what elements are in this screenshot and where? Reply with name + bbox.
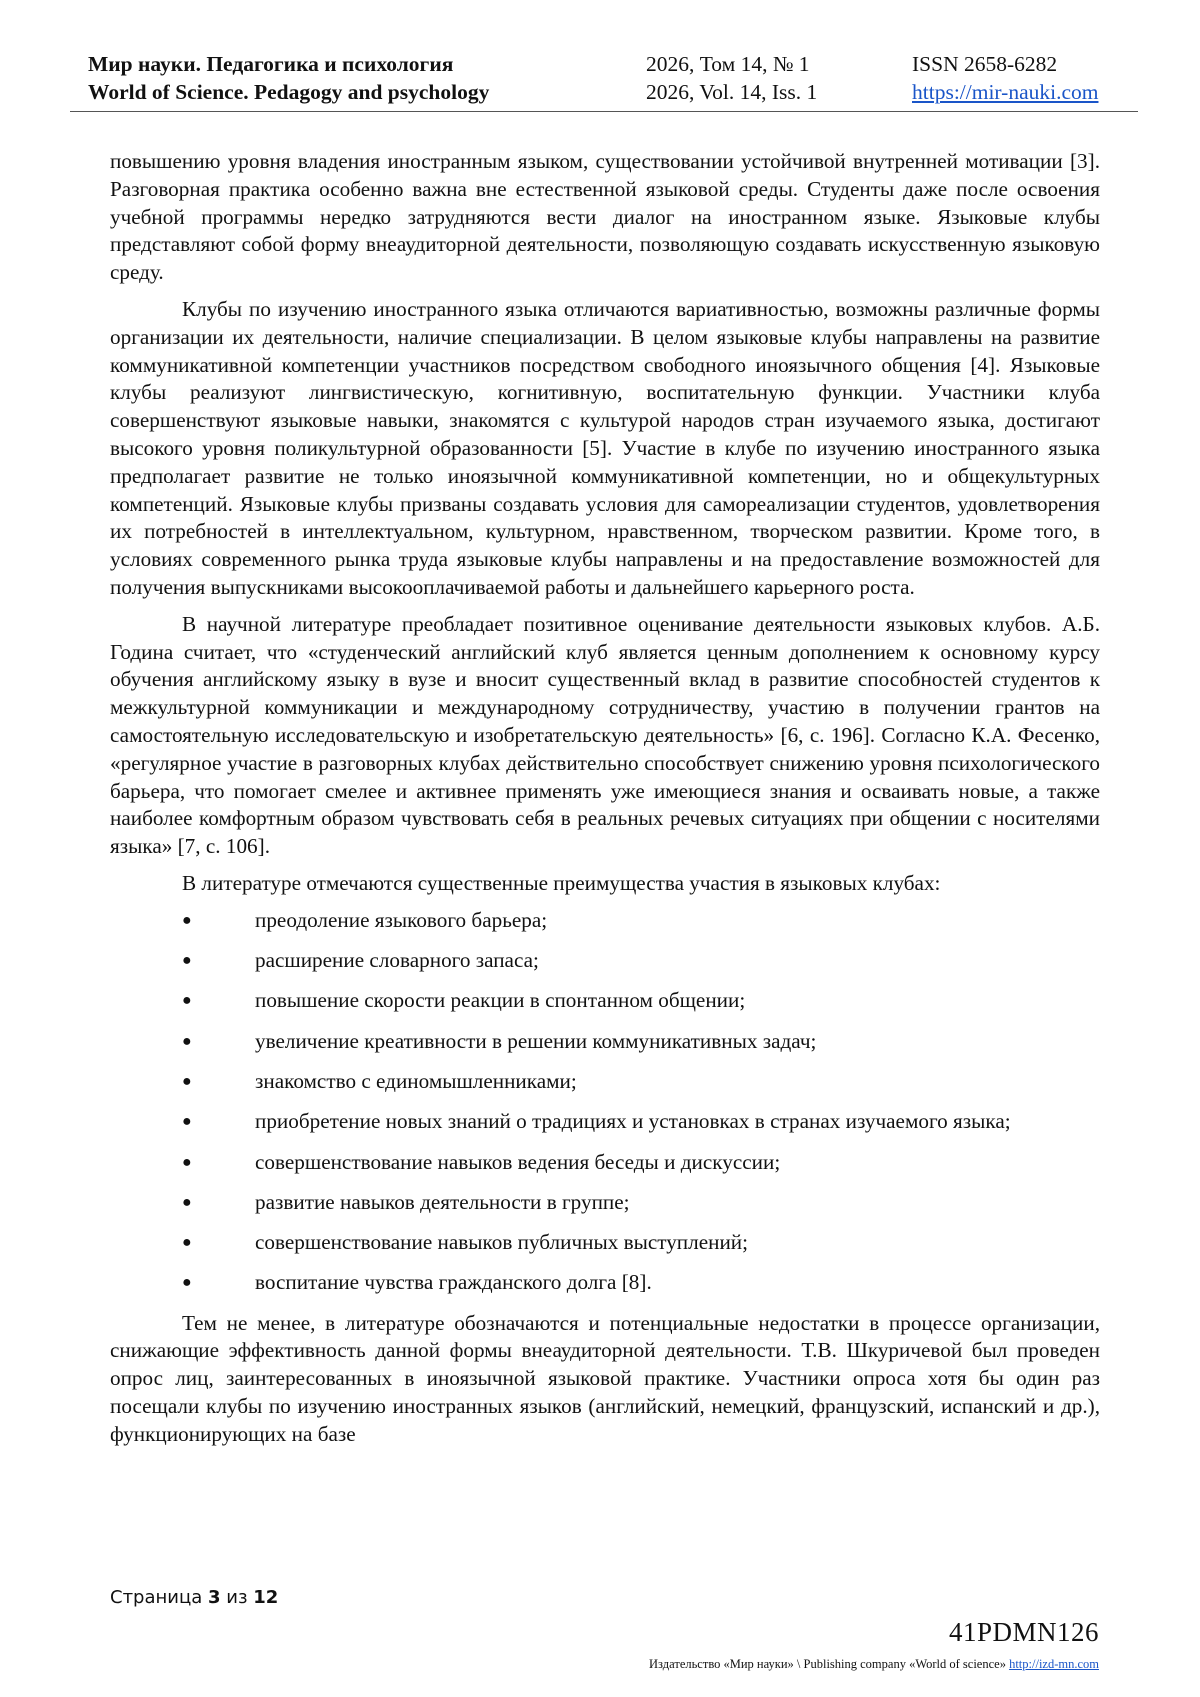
list-item: ● увеличение креативности в решении коммуникативных задач; — [110, 1028, 1100, 1056]
publisher-line — [649, 1657, 1099, 1672]
bullet-icon: ● — [182, 1153, 192, 1171]
issn-block — [912, 50, 1098, 106]
bullet-icon: ● — [182, 992, 192, 1010]
bullet-icon: ● — [182, 911, 192, 929]
bullet-icon: ● — [182, 1193, 192, 1211]
total-pages: 12 — [253, 1587, 279, 1608]
header-divider — [70, 111, 1138, 112]
list-item: ● повышение скорости реакции в спонтанном общении; — [110, 987, 1100, 1015]
publisher-url-link[interactable]: http://izd-mn.com — [1009, 1657, 1099, 1671]
current-page: 3 — [208, 1587, 221, 1608]
issue-info-ru: 2026, Том 14, № 1 — [646, 52, 810, 76]
advantages-list — [110, 907, 1100, 1297]
issue-info-en: 2026, Vol. 14, Iss. 1 — [646, 80, 818, 104]
list-item: ● развитие навыков деятельности в группе; — [110, 1189, 1100, 1217]
list-item: ● совершенствование навыков ведения беседы и дискуссии; — [110, 1149, 1100, 1177]
bullet-icon: ● — [182, 1234, 192, 1252]
journal-title — [88, 50, 489, 106]
paragraph-drawbacks: Тем не менее, в литературе обозначаются и потенциальные недостатки в процессе организации, снижающие эффективность данной формы внеаудиторной деятельности. Т.В. Шкуричевой был проведен опрос лиц, заинтересованных в иноязычной языковой практике. Участники опроса хотя бы один раз посещали клубы по изучению иностранных языков (английский, немецкий, французский, испанский и др.), функционирующих на базе — [110, 1310, 1100, 1446]
paragraph-literature-review: В научной литературе преобладает позитивное оценивание деятельности языковых клубов. А.Б. Година считает, что «студенческий английский клуб является ценным дополнением к основному курсу обучения английскому языку в вузе и вносит существенный вклад в развитие способностей студентов к межкультурной коммуникации и международному сотрудничеству, участию в получении грантов на самостоятельную исследовательскую и изобретательскую деятельность» [6, с. 196]. Согласно К.А. Фесенко, «регулярное участие в разговорных клубах действительно способствует снижению уровня психологического барьера, что помогает смелее и активнее применять уже имеющиеся знания и осваивать новые, а также наиболее комфортным образом чувствовать себя в реальных речевых ситуациях при общении с носителями языка» [7, с. 106]. — [110, 611, 1100, 859]
list-item: ● знакомство с единомышленниками; — [110, 1068, 1100, 1096]
journal-url-link[interactable]: https://mir-nauki.com — [912, 80, 1099, 104]
bullet-icon: ● — [182, 1274, 192, 1292]
journal-title-ru: Мир науки. Педагогика и психология — [88, 52, 454, 76]
page-number: Страница 3 из 12 — [110, 1587, 279, 1608]
paragraph-continuation: повышению уровня владения иностранным языком, существовании устойчивой внутренней мотивации [3]. Разговорная практика особенно важна вне естественной языковой среды. Студенты даже после освоения учебной программы нередко затрудняются вести диалог на иностранном языке. Языковые клубы представляют собой форму внеаудиторной деятельности, позволяющую создавать искусственную языковую среду. — [110, 149, 1100, 285]
paragraph-list-intro: В литературе отмечаются существенные преимущества участия в языковых клубах: — [182, 870, 941, 895]
paragraph-language-clubs: Клубы по изучению иностранного языка отличаются вариативностью, возможны различные формы организации их деятельности, наличие специализации. В целом языковые клубы направлены на развитие коммуникативной компетенции участников посредством свободного иноязычного общения [4]. Языковые клубы реализуют лингвистическую, когнитивную, воспитательную функции. Участники клуба совершенствуют языковые навыки, знакомятся с культурой народов стран изучаемого языка, достигают высокого уровня поликультурной образованности [5]. Участие в клубе по изучению иностранного языка предполагает развитие не только иноязычной коммуникативной компетенции, но и общекультурных компетенций. Языковые клубы призваны создавать условия для самореализации студентов, удовлетворения их потребностей в интеллектуальном, культурном, нравственном, творческом развитии. Кроме того, в условиях современного рынка труда языковые клубы направлены и на предоставление возможностей для получения выпускниками высокооплачиваемой работы и дальнейшего карьерного роста. — [110, 296, 1100, 599]
article-body — [110, 148, 1100, 1458]
list-item: ● совершенствование навыков публичных выступлений; — [110, 1229, 1100, 1257]
list-item: ● воспитание чувства гражданского долга [8]. — [110, 1269, 1100, 1297]
bullet-icon: ● — [182, 1113, 192, 1131]
bullet-icon: ● — [182, 952, 192, 970]
list-item: ● расширение словарного запаса; — [110, 947, 1100, 975]
bullet-icon: ● — [182, 1072, 192, 1090]
bullet-icon: ● — [182, 1032, 192, 1050]
list-item: ● приобретение новых знаний о традициях и установках в странах изучаемого языка; — [110, 1108, 1100, 1136]
issue-info — [646, 50, 817, 106]
issn-number: ISSN 2658-6282 — [912, 52, 1058, 76]
list-item: ● преодоление языкового барьера; — [110, 907, 1100, 935]
article-code: 41PDMN126 — [948, 1617, 1099, 1647]
journal-title-en: World of Science. Pedagogy and psychology — [88, 80, 490, 104]
publisher-text: Издательство «Мир науки» \ Publishing company «World of science» — [649, 1657, 1006, 1671]
page-header — [70, 50, 1138, 112]
